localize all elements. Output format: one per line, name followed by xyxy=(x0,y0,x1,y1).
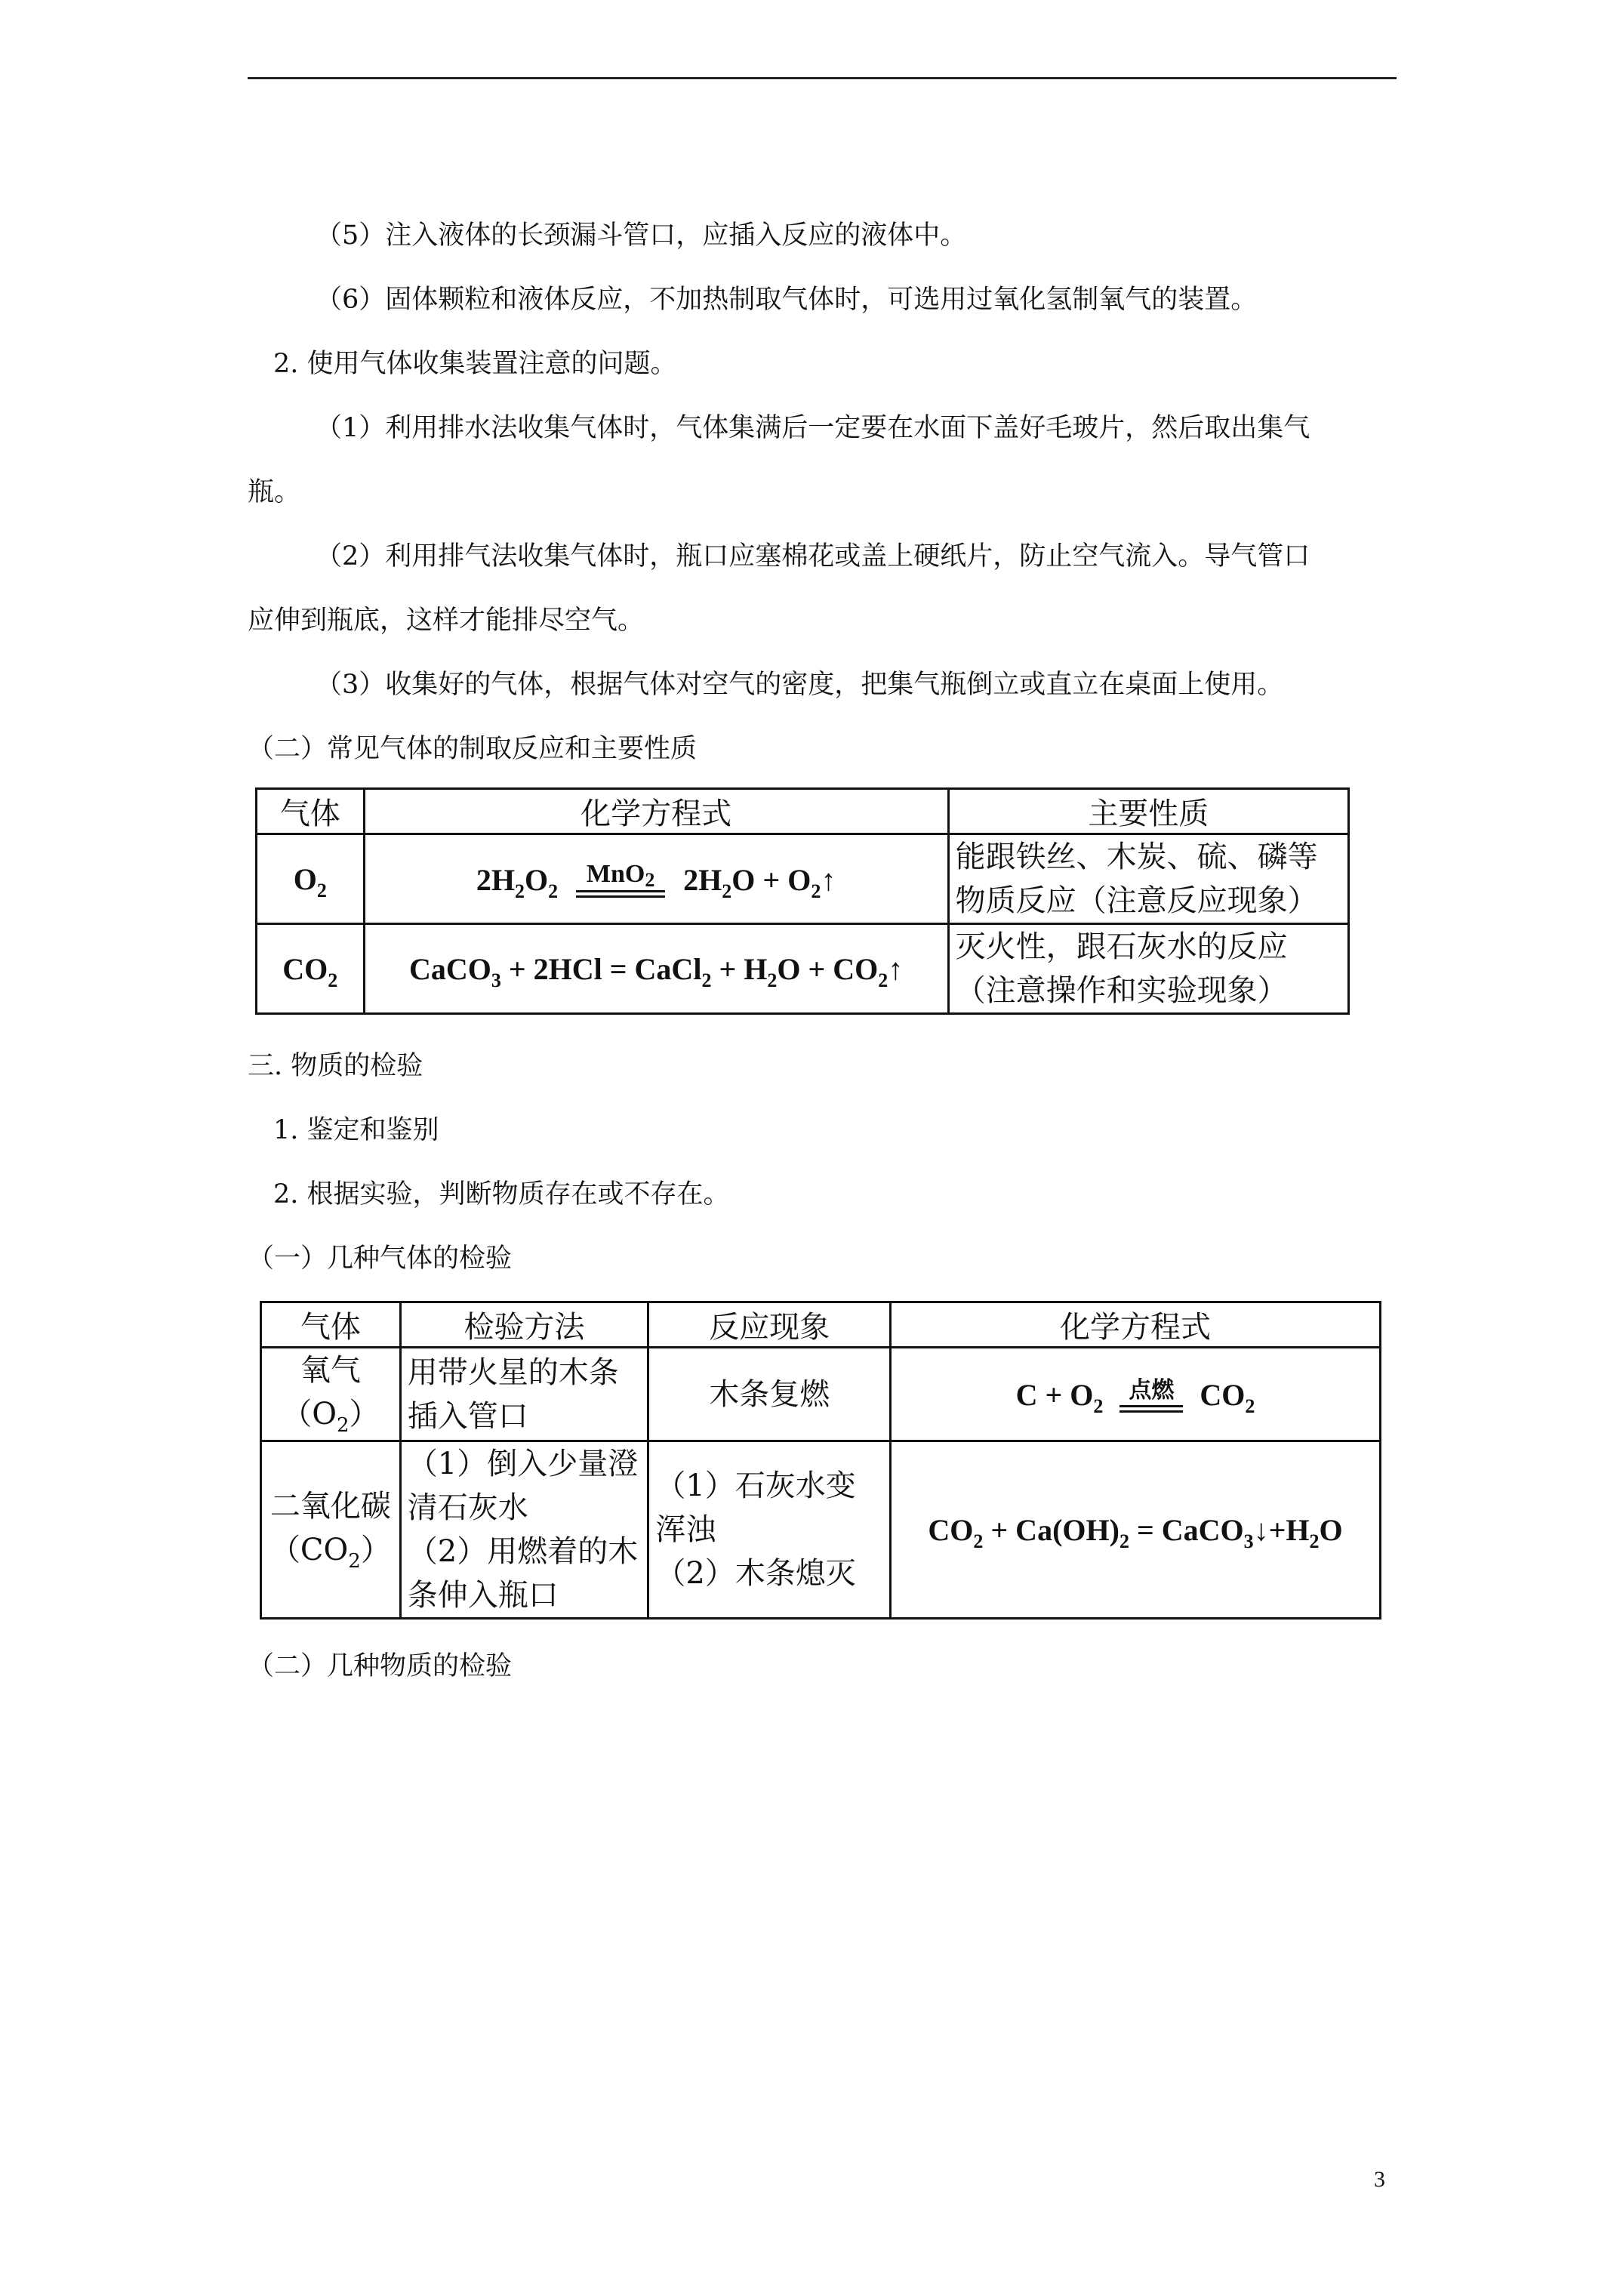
subscript: 2 xyxy=(767,969,778,991)
eq-part: C + O xyxy=(1015,1377,1094,1412)
precipitate-arrow-icon: ↓ xyxy=(1253,1512,1269,1547)
table-header: 反应现象 xyxy=(648,1302,891,1348)
subscript: 2 xyxy=(337,1414,350,1437)
subscript: 2 xyxy=(1309,1530,1320,1552)
phenomenon-text: （1）石灰水变 xyxy=(655,1469,856,1503)
eq-part: + 2HCl = CaCl xyxy=(500,951,702,986)
table-row xyxy=(261,1348,1381,1441)
section-heading: （二）常见气体的制取反应和主要性质 xyxy=(248,734,698,764)
gas-preparation-table xyxy=(255,787,1350,1015)
phenomenon-cell xyxy=(648,1441,891,1619)
subscript: 2 xyxy=(878,969,888,991)
text-line: （3）收集好的气体，根据气体对空气的密度，把集气瓶倒立或直立在桌面上使用。 xyxy=(316,670,1284,700)
gas-test-table xyxy=(260,1301,1381,1620)
catalyst: MnO xyxy=(586,860,645,888)
subscript: 2 xyxy=(722,880,732,902)
reaction-condition xyxy=(1115,1376,1187,1413)
equals-sign xyxy=(576,890,665,898)
eq-part: CaCO xyxy=(408,951,491,986)
gas-cell xyxy=(261,1348,401,1441)
subscript: 2 xyxy=(1093,1395,1104,1417)
method-text: 条伸入瓶口 xyxy=(407,1578,559,1613)
eq-part: + Ca(OH) xyxy=(983,1512,1119,1547)
subscript: 2 xyxy=(811,880,821,902)
eq-part: 2H xyxy=(476,863,516,897)
gas-symbol: O xyxy=(293,861,317,896)
text-line: 2. 根据实验，判断物质存在或不存在。 xyxy=(273,1179,730,1210)
eq-part: +H xyxy=(1268,1512,1310,1547)
subscript: 2 xyxy=(328,969,338,991)
eq-part: 2H xyxy=(683,863,722,897)
eq-part: O xyxy=(525,863,549,897)
gas-formula: ） xyxy=(360,1532,391,1567)
method-text: （1）倒入少量澄 xyxy=(407,1447,639,1481)
property-text: 物质反应（注意反应现象） xyxy=(955,883,1318,918)
table-header: 化学方程式 xyxy=(364,789,948,834)
eq-part: + H xyxy=(711,951,768,986)
subscript: 3 xyxy=(1243,1530,1254,1552)
equals-sign xyxy=(1119,1405,1183,1413)
gas-formula: （CO xyxy=(269,1532,349,1567)
equation-lhs xyxy=(476,863,559,902)
section-heading: （二）几种物质的检验 xyxy=(248,1651,513,1681)
equation-rhs xyxy=(683,863,836,902)
table-row xyxy=(257,834,1349,924)
eq-part: O + O xyxy=(731,863,812,897)
table-header: 检验方法 xyxy=(400,1302,648,1348)
table-header: 气体 xyxy=(257,789,365,834)
subscript: 2 xyxy=(316,879,327,901)
method-cell xyxy=(400,1348,648,1441)
page-number: 3 xyxy=(1374,2167,1385,2192)
text-line: （6）固体颗粒和液体反应，不加热制取气体时，可选用过氧化氢制氧气的装置。 xyxy=(316,285,1258,315)
text-line: （2）利用排气法收集气体时，瓶口应塞棉花或盖上硬纸片，防止空气流入。导气管口 xyxy=(316,541,1310,572)
equation-cell xyxy=(891,1441,1381,1619)
table-header: 气体 xyxy=(261,1302,401,1348)
subscript: 2 xyxy=(548,880,559,902)
method-text: 用带火星的木条 xyxy=(407,1354,619,1390)
phenomenon-text: （2）木条熄灭 xyxy=(655,1556,856,1591)
eq-part: O xyxy=(1319,1512,1343,1547)
eq-part: = CaCO xyxy=(1129,1512,1244,1547)
subscript: 2 xyxy=(645,869,655,891)
property-cell xyxy=(948,924,1348,1014)
method-text: 插入管口 xyxy=(407,1398,528,1434)
gas-arrow-icon: ↑ xyxy=(821,863,836,897)
method-text: 清石灰水 xyxy=(407,1490,528,1525)
subscript: 2 xyxy=(701,969,712,991)
subscript: 3 xyxy=(491,969,501,991)
equation-cell xyxy=(891,1348,1381,1441)
gas-arrow-icon: ↑ xyxy=(888,951,904,986)
gas-name: 二氧化碳 xyxy=(269,1488,391,1524)
section-heading: （一）几种气体的检验 xyxy=(248,1244,513,1274)
gas-cell xyxy=(257,834,365,924)
equation-cell xyxy=(364,834,948,924)
subscript: 2 xyxy=(515,880,525,902)
text-line: 瓶。 xyxy=(248,477,301,507)
condition-text: 点燃 xyxy=(1129,1376,1175,1404)
method-text: （2）用燃着的木 xyxy=(407,1534,639,1569)
text-line: 2. 使用气体收集装置注意的问题。 xyxy=(273,349,677,379)
section-heading: 三. 物质的检验 xyxy=(248,1051,423,1081)
subscript: 2 xyxy=(1245,1395,1255,1417)
text-line: 应伸到瓶底，这样才能排尽空气。 xyxy=(248,606,645,636)
method-cell xyxy=(400,1441,648,1619)
gas-cell xyxy=(261,1441,401,1619)
text-line: （5）注入液体的长颈漏斗管口，应插入反应的液体中。 xyxy=(316,220,967,251)
table-row xyxy=(257,924,1349,1014)
text-line: （1）利用排水法收集气体时，气体集满后一定要在水面下盖好毛玻片，然后取出集气 xyxy=(316,413,1310,443)
subscript: 2 xyxy=(348,1549,361,1573)
eq-part: CO xyxy=(928,1512,974,1547)
gas-symbol: CO xyxy=(282,951,328,986)
gas-name: 氧气 xyxy=(300,1353,361,1388)
gas-formula: ） xyxy=(349,1397,380,1432)
table-row xyxy=(261,1441,1381,1619)
property-text: （注意操作和实验现象） xyxy=(955,973,1288,1008)
subscript: 2 xyxy=(1119,1530,1129,1552)
property-text: 灭火性，跟石灰水的反应 xyxy=(955,929,1288,964)
eq-part: O + CO xyxy=(777,951,879,986)
table-header: 化学方程式 xyxy=(891,1302,1381,1348)
header-rule xyxy=(248,77,1397,79)
property-text: 能跟铁丝、木炭、硫、磷等 xyxy=(955,840,1318,874)
subscript: 2 xyxy=(973,1530,984,1552)
reaction-condition xyxy=(571,860,670,898)
gas-formula: （O xyxy=(282,1397,337,1432)
text-line: 1. 鉴定和鉴别 xyxy=(273,1115,439,1145)
phenomenon-cell: 木条复燃 xyxy=(648,1348,891,1441)
property-cell xyxy=(948,834,1348,924)
table-header: 主要性质 xyxy=(948,789,1348,834)
phenomenon-text: 浑浊 xyxy=(655,1512,716,1547)
equation-cell xyxy=(364,924,948,1014)
eq-part: CO xyxy=(1200,1377,1246,1412)
gas-cell xyxy=(257,924,365,1014)
